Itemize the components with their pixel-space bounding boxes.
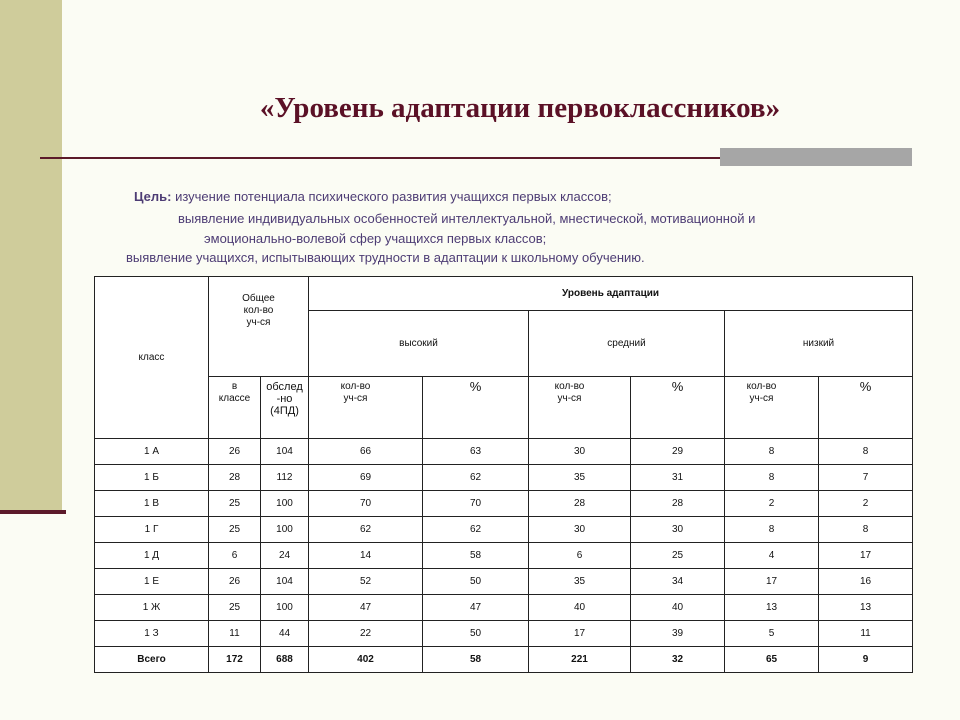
cell-in-class: 26 (209, 439, 261, 465)
header-low-count: кол-во уч-ся (725, 377, 819, 439)
header-medium-count: кол-во уч-ся (529, 377, 631, 439)
cell-high-pct: 50 (423, 621, 529, 647)
cell-in-class: 26 (209, 569, 261, 595)
goal-line-4: выявление учащихся, испытывающих трудности в адаптации к школьному обучению. (126, 250, 645, 265)
cell-mid-pct: 28 (631, 491, 725, 517)
cell-in-class: 25 (209, 491, 261, 517)
cell-low-pct: 16 (819, 569, 913, 595)
cell-low-pct: 8 (819, 517, 913, 543)
title-accent-bar (720, 148, 912, 166)
table-row (95, 439, 913, 465)
cell-examined: 112 (261, 465, 309, 491)
total-low-count: 65 (725, 647, 819, 673)
cell-examined: 100 (261, 595, 309, 621)
cell-mid-count: 6 (529, 543, 631, 569)
cell-class: 1 З (95, 621, 209, 647)
cell-class: 1 Ж (95, 595, 209, 621)
total-mid-pct: 32 (631, 647, 725, 673)
cell-high-count: 70 (309, 491, 423, 517)
table-row (95, 465, 913, 491)
cell-mid-pct: 25 (631, 543, 725, 569)
cell-high-count: 14 (309, 543, 423, 569)
cell-low-count: 8 (725, 517, 819, 543)
header-examined: обслед -но (4ПД) (261, 377, 309, 439)
cell-examined: 100 (261, 517, 309, 543)
cell-low-pct: 8 (819, 439, 913, 465)
cell-high-pct: 58 (423, 543, 529, 569)
table-row (95, 595, 913, 621)
table-total-row (95, 647, 913, 673)
goal-text-1: изучение потенциала психического развития учащихся первых классов; (171, 189, 612, 204)
cell-class: 1 Г (95, 517, 209, 543)
cell-low-count: 13 (725, 595, 819, 621)
cell-examined: 44 (261, 621, 309, 647)
header-medium: средний (529, 311, 725, 377)
goal-line-3: эмоционально-волевой сфер учащихся первых классов; (204, 231, 547, 246)
cell-class: 1 Е (95, 569, 209, 595)
cell-mid-count: 30 (529, 439, 631, 465)
cell-mid-count: 17 (529, 621, 631, 647)
total-mid-count: 221 (529, 647, 631, 673)
cell-low-count: 8 (725, 439, 819, 465)
cell-high-count: 66 (309, 439, 423, 465)
cell-mid-count: 35 (529, 465, 631, 491)
cell-in-class: 11 (209, 621, 261, 647)
cell-low-count: 17 (725, 569, 819, 595)
header-low: низкий (725, 311, 913, 377)
cell-low-pct: 2 (819, 491, 913, 517)
cell-low-pct: 17 (819, 543, 913, 569)
cell-examined: 104 (261, 439, 309, 465)
header-adaptation-level: Уровень адаптации (309, 277, 913, 311)
cell-high-pct: 70 (423, 491, 529, 517)
header-low-percent: % (819, 377, 913, 439)
cell-low-pct: 11 (819, 621, 913, 647)
total-examined: 688 (261, 647, 309, 673)
cell-class: 1 А (95, 439, 209, 465)
header-total-count: Общее кол-во уч-ся (209, 277, 309, 377)
cell-low-pct: 13 (819, 595, 913, 621)
total-high-count: 402 (309, 647, 423, 673)
cell-high-pct: 62 (423, 465, 529, 491)
total-high-pct: 58 (423, 647, 529, 673)
cell-high-pct: 63 (423, 439, 529, 465)
total-class: Всего (95, 647, 209, 673)
header-in-class: в классе (209, 377, 261, 439)
cell-high-count: 69 (309, 465, 423, 491)
cell-in-class: 25 (209, 595, 261, 621)
cell-class: 1 В (95, 491, 209, 517)
cell-mid-count: 35 (529, 569, 631, 595)
cell-mid-pct: 31 (631, 465, 725, 491)
adaptation-table (94, 276, 913, 673)
cell-examined: 24 (261, 543, 309, 569)
cell-high-pct: 47 (423, 595, 529, 621)
cell-class: 1 Б (95, 465, 209, 491)
cell-class: 1 Д (95, 543, 209, 569)
cell-mid-pct: 34 (631, 569, 725, 595)
left-decor-line (0, 510, 66, 514)
table-row (95, 491, 913, 517)
cell-low-count: 2 (725, 491, 819, 517)
total-in-class: 172 (209, 647, 261, 673)
header-high-percent: % (423, 377, 529, 439)
cell-low-count: 5 (725, 621, 819, 647)
cell-low-pct: 7 (819, 465, 913, 491)
cell-mid-count: 28 (529, 491, 631, 517)
cell-examined: 104 (261, 569, 309, 595)
table-row (95, 517, 913, 543)
cell-in-class: 28 (209, 465, 261, 491)
table-row (95, 569, 913, 595)
cell-mid-count: 40 (529, 595, 631, 621)
cell-in-class: 25 (209, 517, 261, 543)
goal-line-1 (134, 189, 612, 204)
cell-high-pct: 50 (423, 569, 529, 595)
total-low-pct: 9 (819, 647, 913, 673)
cell-low-count: 8 (725, 465, 819, 491)
slide-title: «Уровень адаптации первоклассников» (259, 92, 781, 124)
header-medium-percent: % (631, 377, 725, 439)
cell-mid-pct: 30 (631, 517, 725, 543)
cell-mid-pct: 39 (631, 621, 725, 647)
cell-high-pct: 62 (423, 517, 529, 543)
cell-high-count: 47 (309, 595, 423, 621)
header-high-count: кол-во уч-ся (309, 377, 423, 439)
cell-examined: 100 (261, 491, 309, 517)
left-decor-band (0, 0, 62, 510)
cell-mid-count: 30 (529, 517, 631, 543)
cell-high-count: 62 (309, 517, 423, 543)
cell-mid-pct: 40 (631, 595, 725, 621)
header-high: высокий (309, 311, 529, 377)
cell-high-count: 52 (309, 569, 423, 595)
header-class: класс (95, 277, 209, 439)
cell-in-class: 6 (209, 543, 261, 569)
cell-low-count: 4 (725, 543, 819, 569)
cell-high-count: 22 (309, 621, 423, 647)
table-row (95, 543, 913, 569)
goal-line-2: выявление индивидуальных особенностей интеллектуальной, мнестической, мотивационной и (178, 211, 756, 226)
table-row (95, 621, 913, 647)
goal-label: Цель: (134, 189, 172, 204)
cell-mid-pct: 29 (631, 439, 725, 465)
